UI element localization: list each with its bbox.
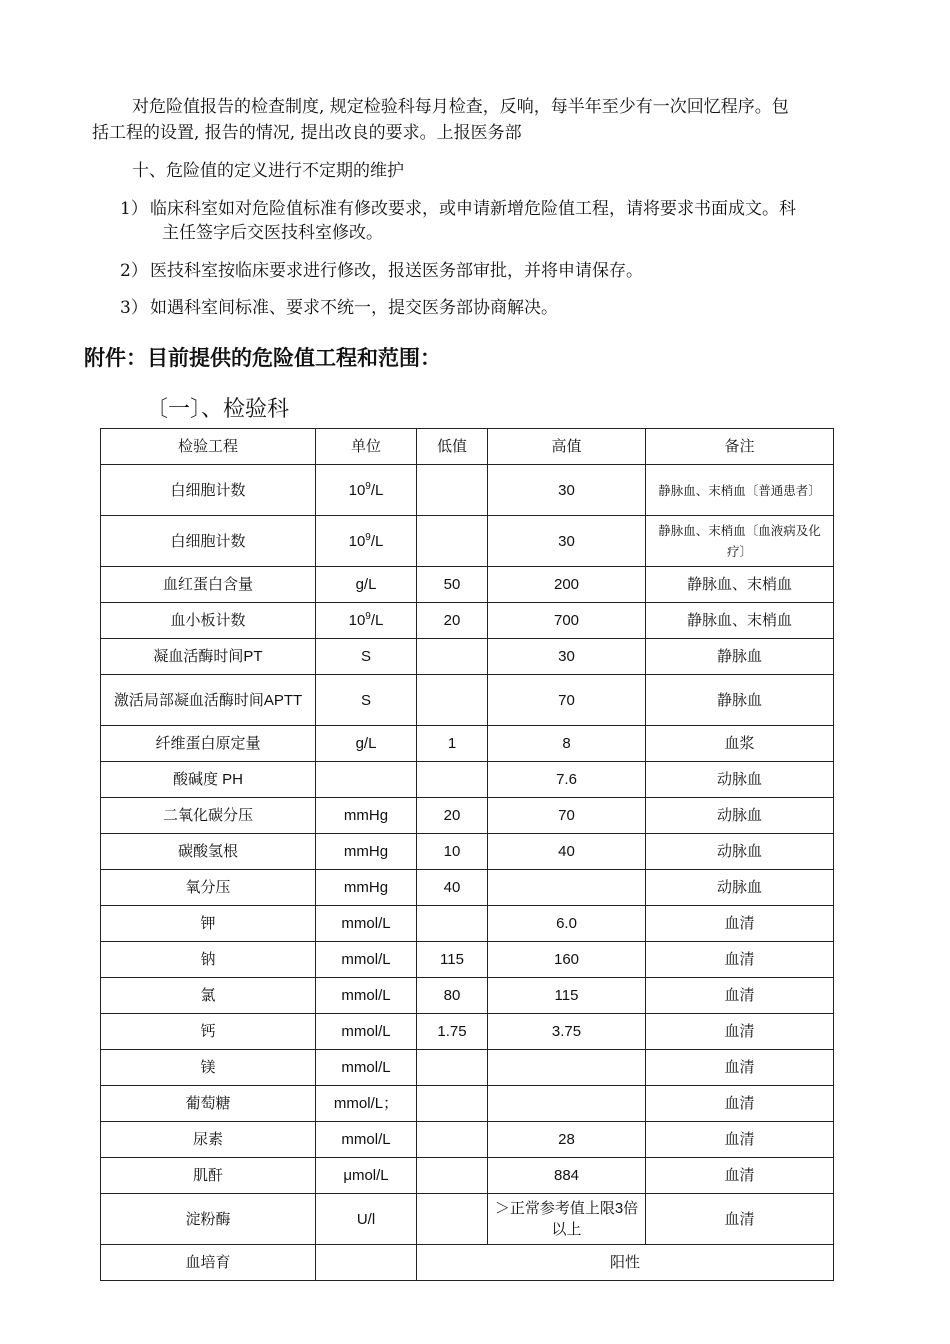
- cell-item: 酸碱度 PH: [101, 762, 316, 798]
- section-subheading: 〔一〕、检验科: [146, 397, 290, 422]
- attachment-heading: 附件：目前提供的危险值工程和范围：: [84, 346, 441, 370]
- table-row: [101, 834, 834, 870]
- list-item-text: 如遇科室间标准、要求不统一，提交医务部协商解决。: [150, 298, 558, 318]
- cell-high: 3.75: [488, 1014, 646, 1050]
- cell-high: 700: [488, 603, 646, 639]
- paragraph-line: 括工程的设置, 报告的情况, 提出改良的要求。上报医务部: [92, 123, 522, 143]
- cell-low: 20: [417, 603, 488, 639]
- unit-tail: /L: [370, 532, 384, 550]
- cell-unit: mmol/L: [316, 1122, 417, 1158]
- cell-note: 静脉血、末梢血: [646, 567, 834, 603]
- cell-note: 血清: [646, 1014, 834, 1050]
- table-row: [101, 603, 834, 639]
- cell-low: [417, 1158, 488, 1194]
- cell-item: 白细胞计数: [101, 465, 316, 516]
- list-item-number: 2）: [120, 261, 148, 281]
- cell-note: 动脉血: [646, 798, 834, 834]
- table-row: [101, 798, 834, 834]
- cell-high: 28: [488, 1122, 646, 1158]
- cell-unit: [316, 762, 417, 798]
- column-header: 低值: [417, 429, 488, 465]
- cell-low: [417, 1194, 488, 1245]
- cell-item: 钙: [101, 1014, 316, 1050]
- cell-unit: [316, 603, 417, 639]
- cell-low: [417, 1122, 488, 1158]
- cell-high: 200: [488, 567, 646, 603]
- cell-unit: [316, 465, 417, 516]
- cell-high: 160: [488, 942, 646, 978]
- cell-item: 碳酸氢根: [101, 834, 316, 870]
- cell-item: 钠: [101, 942, 316, 978]
- cell-item: 尿素: [101, 1122, 316, 1158]
- cell-merged-value: 阳性: [417, 1245, 834, 1281]
- table-row: [101, 516, 834, 567]
- cell-note: 动脉血: [646, 762, 834, 798]
- table-row: [101, 1050, 834, 1086]
- cell-high: 70: [488, 798, 646, 834]
- cell-low: 1: [417, 726, 488, 762]
- cell-note: 动脉血: [646, 870, 834, 906]
- cell-item: 镁: [101, 1050, 316, 1086]
- cell-item: 肌酐: [101, 1158, 316, 1194]
- section-ten-title: 十、危险值的定义进行不定期的维护: [132, 161, 404, 181]
- cell-unit: mmol/L: [316, 1050, 417, 1086]
- cell-low: [417, 762, 488, 798]
- cell-note: 动脉血: [646, 834, 834, 870]
- cell-high: 115: [488, 978, 646, 1014]
- list-item-number: 1）: [120, 199, 148, 219]
- cell-high: 884: [488, 1158, 646, 1194]
- cell-item: 葡萄糖: [101, 1086, 316, 1122]
- paragraph-line: 对危险值报告的检查制度, 规定检验科每月检查，反响，每半年至少有一次回忆程序。包: [132, 97, 789, 117]
- column-header: 单位: [316, 429, 417, 465]
- cell-item: 血红蛋白含量: [101, 567, 316, 603]
- cell-note: 血清: [646, 942, 834, 978]
- cell-unit: mmol/L: [316, 942, 417, 978]
- cell-low: 20: [417, 798, 488, 834]
- cell-unit: [316, 1245, 417, 1281]
- cell-note: 血清: [646, 1122, 834, 1158]
- cell-high: 30: [488, 465, 646, 516]
- table-row: [101, 1086, 834, 1122]
- cell-note: 血清: [646, 906, 834, 942]
- unit-tail: /L: [370, 481, 384, 499]
- cell-unit: mmHg: [316, 834, 417, 870]
- cell-note: 静脉血、末梢血〔血液病及化疗〕: [646, 516, 834, 567]
- cell-item: 血小板计数: [101, 603, 316, 639]
- unit-exponent: 9: [365, 531, 371, 543]
- unit-base: 10: [348, 532, 366, 550]
- cell-low: 80: [417, 978, 488, 1014]
- table-row: [101, 870, 834, 906]
- cell-high: [488, 870, 646, 906]
- table-row: [101, 1014, 834, 1050]
- cell-high: [488, 1086, 646, 1122]
- cell-high: 70: [488, 675, 646, 726]
- list-item-number: 3）: [120, 298, 148, 318]
- cell-note: 血清: [646, 978, 834, 1014]
- cell-low: 50: [417, 567, 488, 603]
- cell-unit: mmol/L；: [316, 1086, 417, 1122]
- cell-item: 激活局部凝血活酶时间APTT: [101, 675, 316, 726]
- list-item-text: 主任签字后交医技科室修改。: [162, 223, 383, 243]
- cell-item: 氯: [101, 978, 316, 1014]
- cell-low: 40: [417, 870, 488, 906]
- column-header: 检验工程: [101, 429, 316, 465]
- cell-low: 115: [417, 942, 488, 978]
- unit-exponent: 9: [365, 611, 371, 622]
- cell-low: [417, 1086, 488, 1122]
- cell-high: ＞正常参考值上限3倍以上: [488, 1194, 646, 1245]
- table-row: [101, 942, 834, 978]
- table-header-row: [101, 429, 834, 465]
- cell-unit: [316, 516, 417, 567]
- table-row: [101, 762, 834, 798]
- column-header: 备注: [646, 429, 834, 465]
- table-row: [101, 675, 834, 726]
- cell-low: 10: [417, 834, 488, 870]
- unit-base: 10: [348, 612, 366, 629]
- cell-item: 白细胞计数: [101, 516, 316, 567]
- table-row: [101, 906, 834, 942]
- table-row: [101, 1245, 834, 1281]
- unit-exponent: 9: [365, 480, 371, 492]
- cell-note: 静脉血: [646, 639, 834, 675]
- table-row: [101, 1158, 834, 1194]
- cell-low: [417, 906, 488, 942]
- table-row: [101, 978, 834, 1014]
- unit-tail: /L: [370, 612, 384, 629]
- cell-item: 纤维蛋白原定量: [101, 726, 316, 762]
- list-item-text: 医技科室按临床要求进行修改，报送医务部审批，并将申请保存。: [150, 261, 643, 281]
- cell-item: 二氧化碳分压: [101, 798, 316, 834]
- cell-low: [417, 1050, 488, 1086]
- cell-unit: mmHg: [316, 870, 417, 906]
- cell-item: 凝血活酶时间PT: [101, 639, 316, 675]
- cell-unit: μmol/L: [316, 1158, 417, 1194]
- cell-note: 血清: [646, 1050, 834, 1086]
- cell-high: 6.0: [488, 906, 646, 942]
- cell-item: 血培育: [101, 1245, 316, 1281]
- cell-low: 1.75: [417, 1014, 488, 1050]
- cell-note: 血清: [646, 1086, 834, 1122]
- table-row: [101, 726, 834, 762]
- cell-high: 30: [488, 639, 646, 675]
- cell-note: 血浆: [646, 726, 834, 762]
- cell-note: 血清: [646, 1158, 834, 1194]
- cell-high: 30: [488, 516, 646, 567]
- cell-note: 血清: [646, 1194, 834, 1245]
- cell-unit: g/L: [316, 726, 417, 762]
- cell-low: [417, 516, 488, 567]
- cell-low: [417, 639, 488, 675]
- cell-high: 7.6: [488, 762, 646, 798]
- cell-high: 8: [488, 726, 646, 762]
- table-row: [101, 567, 834, 603]
- list-item-text: 临床科室如对危险值标准有修改要求，或申请新增危险值工程，请将要求书面成文。科: [150, 199, 796, 219]
- cell-unit: mmol/L: [316, 906, 417, 942]
- cell-item: 淀粉酶: [101, 1194, 316, 1245]
- cell-item: 钾: [101, 906, 316, 942]
- cell-unit: U/l: [316, 1194, 417, 1245]
- cell-low: [417, 465, 488, 516]
- cell-unit: mmHg: [316, 798, 417, 834]
- cell-note: 静脉血、末梢血: [646, 603, 834, 639]
- table-row: [101, 1122, 834, 1158]
- cell-unit: mmol/L: [316, 1014, 417, 1050]
- cell-low: [417, 675, 488, 726]
- table-row: [101, 465, 834, 516]
- cell-high: [488, 1050, 646, 1086]
- critical-value-table: [100, 428, 834, 1281]
- cell-unit: S: [316, 675, 417, 726]
- cell-note: 静脉血、末梢血〔普通患者〕: [646, 465, 834, 516]
- table-row: [101, 639, 834, 675]
- cell-unit: mmol/L: [316, 978, 417, 1014]
- table-row: [101, 1194, 834, 1245]
- unit-base: 10: [348, 481, 366, 499]
- cell-unit: g/L: [316, 567, 417, 603]
- cell-high: 40: [488, 834, 646, 870]
- cell-item: 氧分压: [101, 870, 316, 906]
- cell-unit: S: [316, 639, 417, 675]
- cell-note: 静脉血: [646, 675, 834, 726]
- column-header: 高值: [488, 429, 646, 465]
